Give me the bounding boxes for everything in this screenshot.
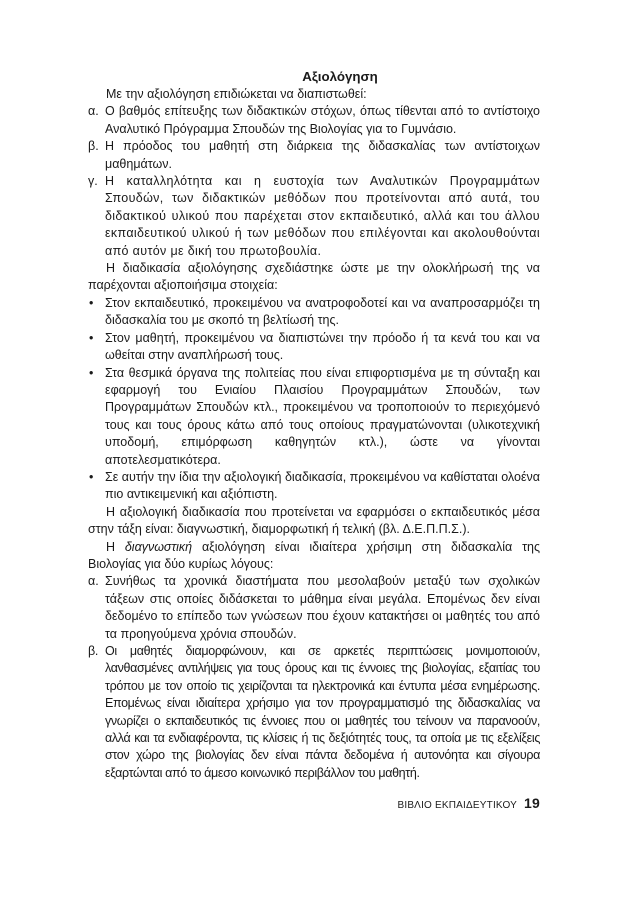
- bullet-item: [88, 295, 540, 330]
- list-marker: β.: [88, 644, 98, 658]
- page-footer: [385, 795, 540, 811]
- page-content: [88, 68, 540, 782]
- bullet-text: Στον εκπαιδευτικό, προκειμένου να ανατροφοδοτεί και να αναπροσαρμόζει τη διδασκαλία του με σκοπό τη βελτίωσή της.: [105, 295, 540, 328]
- paragraph-rest: αξιολόγηση είναι ιδιαίτερα χρήσιμη στη διδασκαλία της Βιολογίας για δύο κυρίως λόγους:: [88, 539, 540, 571]
- list-item-text: Συνήθως τα χρονικά διαστήματα που μεσολαβούν μεταξύ των σχολικών τάξεων στις οποίες διδάσκεται το μάθημα είναι μεγάλα. Επομένως δεν είναι δεδομένο το επίπεδο των γνώσεων που έχουν κατακτήσει οι μαθητές του από τα προηγούμενα χρόνια σπουδών.: [105, 574, 540, 641]
- bullet-marker: •: [89, 295, 94, 310]
- list-marker: α.: [88, 574, 99, 589]
- list-item: [88, 138, 540, 173]
- bullet-marker: •: [89, 365, 94, 380]
- bullet-text: Στον μαθητή, προκειμένου να διαπιστώνει την πρόοδο ή τα κενά του και να ωθείται στην αναπλήρωσή τους.: [105, 330, 540, 363]
- book-label: ΒΙΒΛΙΟ ΕΚΠΑΙΔΕΥΤΙΚΟΥ: [397, 800, 518, 811]
- list-item: [88, 643, 540, 782]
- section-title: Αξιολόγηση: [302, 69, 378, 84]
- list-item: [88, 173, 540, 260]
- bullet-item: [88, 469, 540, 504]
- paragraph: Η αξιολογική διαδικασία που προτείνεται να εφαρμόσει ο εκπαιδευτικός μέσα στην τάξη είναι: διαγνωστική, διαμορφωτική ή τελική (βλ. Δ.Ε.Π.Π.Σ.).: [88, 504, 540, 537]
- emphasis-term: διαγνωστική: [124, 539, 193, 554]
- list-marker: α.: [88, 104, 99, 119]
- bullet-marker: •: [89, 469, 94, 484]
- intro-paragraph: Με την αξιολόγηση επιδιώκεται να διαπιστωθεί:: [106, 87, 367, 101]
- bullet-item: [88, 330, 540, 365]
- page-number: 19: [524, 795, 540, 811]
- list-item-text: Ο βαθμός επίτευξης των διδακτικών στόχων, όπως τίθενται από το αντίστοιχο Αναλυτικό Πρόγραμμα Σπουδών της Βιολογίας για το Γυμνάσιο.: [105, 104, 540, 136]
- list-item-text: Οι μαθητές διαμορφώνουν, και σε αρκετές περιπτώσεις μονιμοποιούν, λανθασμένες αντιλήψεις για τους όρους και τις έννοιες της βιολογίας, εξαιτίας του τρόπου με τον οποίο τις χειρίζονται τα ηλεκτρονικά και έντυπα μέσα ενημέρωσης. Επομένως είναι ιδιαίτερα χρήσιμο για τον προγραμματισμό της διδασκαλίας να γνωρίζει ο εκπαιδευτικός τις έννοιες που οι μαθητές του τείνουν να παρανοούν, αλλά και τα ενδιαφέροντα, τις κλίσεις ή τις δεξιότητές τους, τα οποία με τις εξελίξεις στον χώρο της βιολογίας δεν είναι πάντα δεδομένα ή αυτονόητα και σίγουρα εξαρτώνται από το άμεσο κοινωνικό περιβάλλον του μαθητή.: [105, 644, 540, 780]
- list-marker: γ.: [88, 174, 98, 189]
- list-item: [88, 103, 540, 138]
- paragraph: Η διαδικασία αξιολόγησης σχεδιάστηκε ώστε με την ολοκλήρωσή της να παρέχονται αξιοποιήσιμα στοιχεία:: [88, 261, 540, 293]
- bullet-text: Σε αυτήν την ίδια την αξιολογική διαδικασία, προκειμένου να καθίσταται ολοένα πιο αντικειμενική και αξιόπιστη.: [105, 469, 540, 502]
- bullet-item: [88, 365, 540, 469]
- list-marker: β.: [88, 139, 99, 154]
- list-item: [88, 573, 540, 643]
- bullet-marker: •: [89, 330, 94, 345]
- paragraph-lead: Η: [106, 539, 125, 554]
- list-item-text: Η καταλληλότητα και η ευστοχία των Αναλυτικών Προγραμμάτων Σπουδών, των διδακτικών μεθόδων που προτείνονται από αυτά, του διδακτικού υλικού που παρέχεται στον εκπαιδευτικό, αλλά και του άλλου εκπαιδευτικού υλικού ή των μεθόδων που επιλέγονται και ακολουθούνται από αυτόν με δική του πρωτοβουλία.: [105, 174, 540, 258]
- list-item-text: Η πρόοδος του μαθητή στη διάρκεια της διδασκαλίας των αντίστοιχων μαθημάτων.: [105, 139, 540, 171]
- bullet-text: Στα θεσμικά όργανα της πολιτείας που είναι επιφορτισμένα με τη σύνταξη και εφαρμογή του Ενιαίου Πλαισίου Προγραμμάτων Σπουδών, των Προγραμμάτων Σπουδών κτλ., προκειμένου να τροποποιούν το περιεχόμενό τους και τους όρους κάτω από τους οποίους πραγματώνονται (υλικοτεχνική υποδομή, επιμόρφωση καθηγητών κτλ.), ώστε να γίνονται αποτελεσματικότερα.: [105, 365, 540, 467]
- paragraph: [88, 539, 540, 574]
